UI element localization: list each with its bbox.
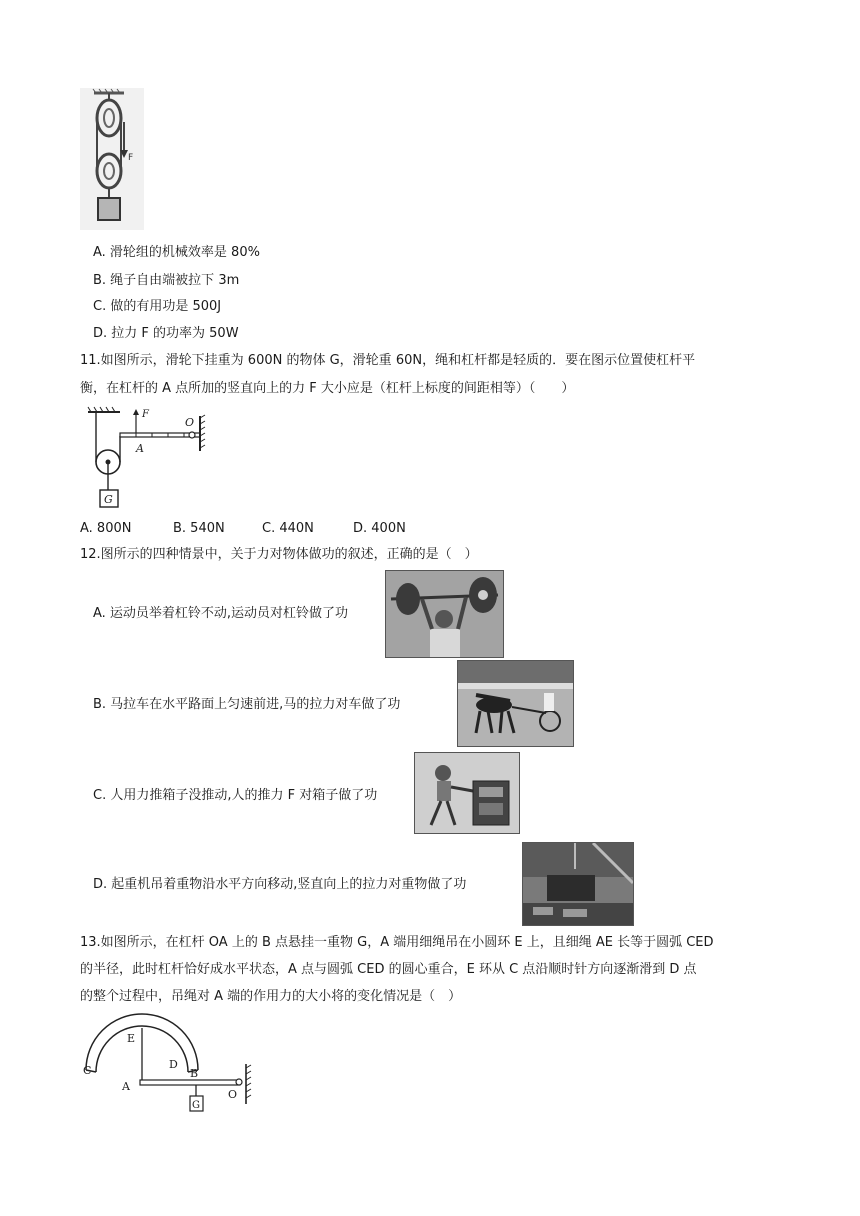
q13-stem-line2: 的半径，此时杠杆恰好成水平状态，A 点与圆弧 CED 的圆心重合，E 环从 C 点沿顺时针方向逐渐滑到 D 点	[80, 962, 697, 977]
q13-figure-label-c: C	[83, 1064, 92, 1077]
q12-horse-carriage-photo	[457, 660, 574, 747]
q10-option-d: D. 拉力 F 的功率为 50W	[93, 326, 239, 341]
q11-figure-label-f: F	[142, 409, 149, 420]
q10-option-c: C. 做的有用功是 500J	[93, 299, 222, 314]
q13-figure-label-b: B	[190, 1067, 199, 1080]
q13-stem-line3: 的整个过程中，吊绳对 A 端的作用力的大小将的变化情况是（ ）	[80, 989, 462, 1004]
q12-option-a: A. 运动员举着杠铃不动,运动员对杠铃做了功	[93, 606, 349, 621]
q10-figure-label-f: F	[128, 153, 134, 163]
q12-weightlifter-photo	[385, 570, 504, 658]
q12-option-d: D. 起重机吊着重物沿水平方向移动,竖直向上的拉力对重物做了功	[93, 877, 467, 892]
q10-option-a: A. 滑轮组的机械效率是 80%	[93, 245, 260, 260]
q11-option-c: C. 440N	[262, 521, 314, 536]
q10-pulley-figure	[80, 88, 144, 230]
q12-stem: 12.图所示的四种情景中，关于力对物体做功的叙述，正确的是（ ）	[80, 547, 478, 562]
q13-stem-line1: 13.如图所示，在杠杆 OA 上的 B 点悬挂一重物 G，A 端用细绳吊在小圆环 E 上，且细绳 AE 长等于圆弧 CED	[80, 935, 714, 950]
q11-option-a: A. 800N	[80, 521, 132, 536]
q13-lever-arc-figure	[80, 1012, 260, 1116]
q12-option-c: C. 人用力推箱子没推动,人的推力 F 对箱子做了功	[93, 788, 378, 803]
q12-pushing-box-photo	[414, 752, 520, 834]
q13-figure-label-g: G	[192, 1100, 200, 1111]
q12-crane-photo	[522, 842, 634, 926]
q13-figure-label-a: A	[122, 1080, 130, 1093]
q11-stem-line2: 衡，在杠杆的 A 点所加的竖直向上的力 F 大小应是（杠杆上标度的间距相等）（ ）	[80, 381, 575, 396]
q10-option-b: B. 绳子自由端被拉下 3m	[93, 273, 240, 288]
q12-option-b: B. 马拉车在水平路面上匀速前进,马的拉力对车做了功	[93, 697, 401, 712]
q11-lever-pulley-figure	[86, 406, 216, 514]
q11-figure-label-a: A	[136, 442, 144, 455]
q13-figure-label-d: D	[169, 1058, 178, 1071]
q11-option-d: D. 400N	[353, 521, 406, 536]
q13-figure-label-e: E	[127, 1032, 136, 1045]
q11-option-b: B. 540N	[173, 521, 225, 536]
q11-figure-label-g: G	[104, 493, 113, 506]
q11-figure-label-o: O	[185, 416, 195, 429]
q11-stem-line1: 11.如图所示，滑轮下挂重为 600N 的物体 G，滑轮重 60N，绳和杠杆都是轻质的．要在图示位置使杠杆平	[80, 353, 696, 368]
q13-figure-label-o: O	[228, 1088, 238, 1101]
